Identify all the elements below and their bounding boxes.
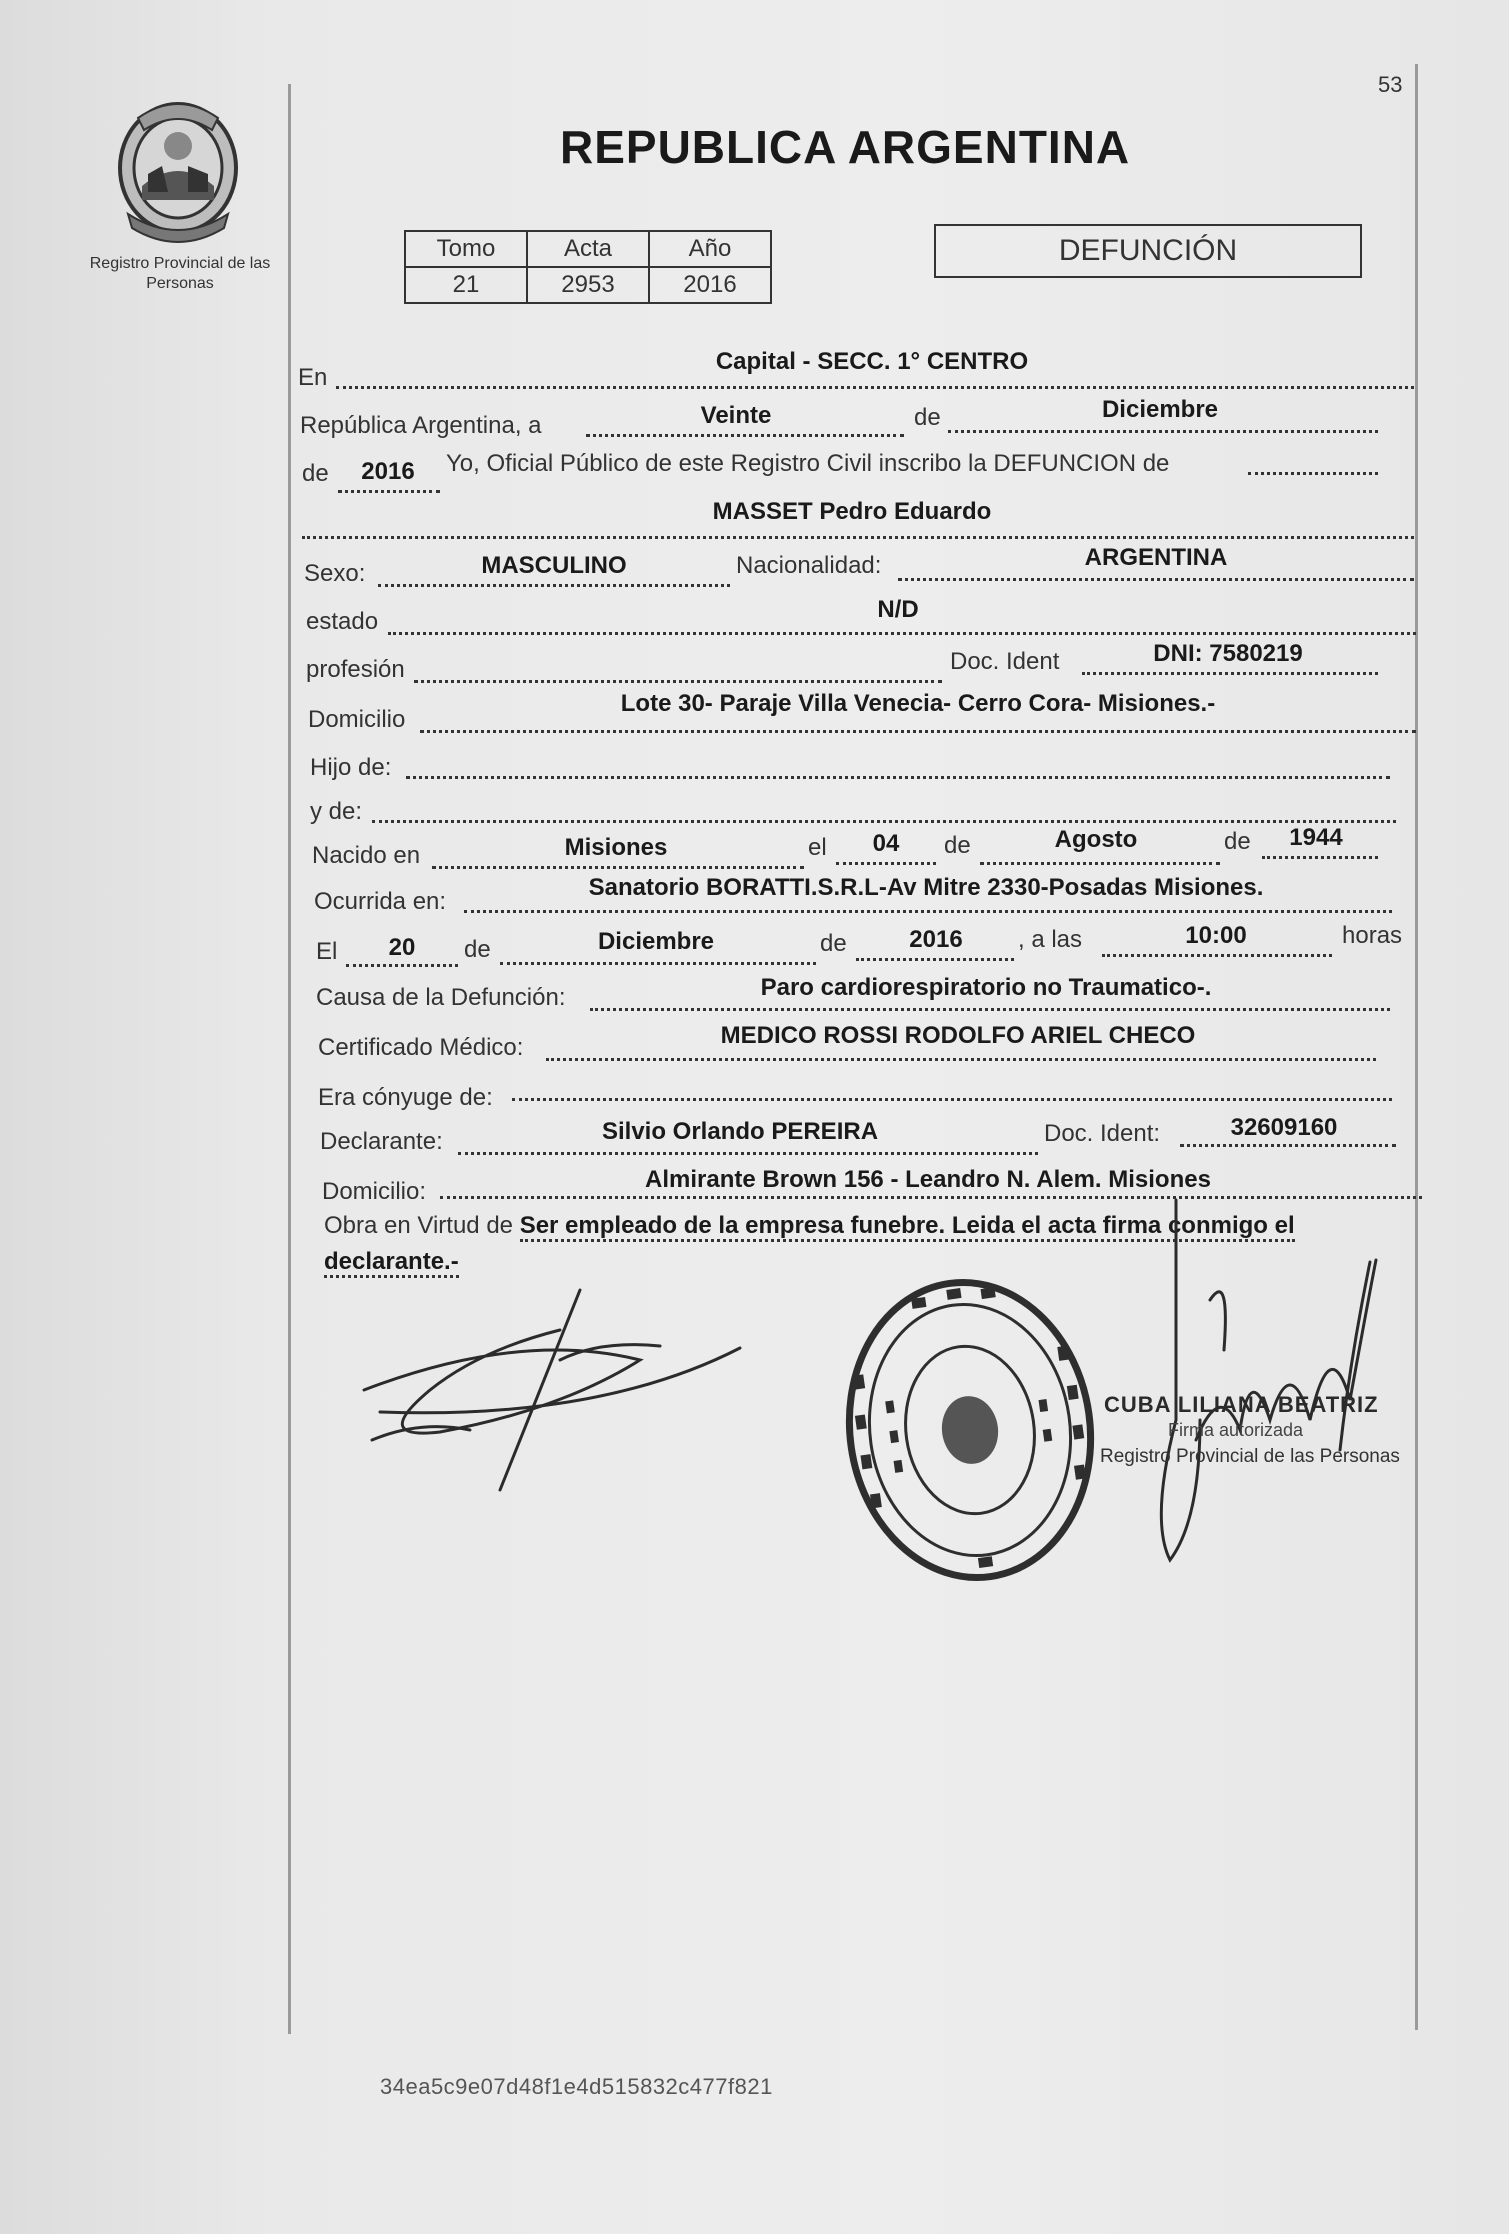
label-causa: Causa de la Defunción: <box>316 984 566 1011</box>
field-nombre: MASSET Pedro Eduardo <box>712 498 992 525</box>
label-domicilio-2: Domicilio: <box>322 1178 427 1205</box>
page-number: 53 <box>1378 72 1403 97</box>
label-republica: República Argentina, a <box>300 412 542 439</box>
label-horas: horas <box>1342 922 1403 949</box>
label-de-1: de <box>914 404 941 431</box>
field-def-dia: 20 <box>388 934 416 961</box>
field-nac-anio: 1944 <box>1289 824 1343 851</box>
label-obra: Obra en Virtud de <box>324 1212 514 1239</box>
acta-header: Acta <box>527 231 649 267</box>
field-nacido-en: Misiones <box>564 834 668 861</box>
label-yo: Yo, Oficial Público de este Registro Civil inscribo la DEFUNCION de <box>446 450 1170 477</box>
label-el-cap: El <box>316 938 338 965</box>
field-domicilio: Lote 30- Paraje Villa Venecia- Cerro Cora- Misiones.- <box>620 690 1216 717</box>
field-hora: 10:00 <box>1185 922 1247 949</box>
label-de-6: de <box>820 930 847 957</box>
field-causa: Paro cardiorespiratorio no Traumatico-. <box>760 974 1212 1001</box>
field-nacionalidad: ARGENTINA <box>1084 544 1228 571</box>
label-y-de: y de: <box>310 798 363 825</box>
field-sexo: MASCULINO <box>481 552 627 579</box>
anio-header: Año <box>649 231 771 267</box>
label-sexo: Sexo: <box>304 560 366 587</box>
label-de-3: de <box>944 832 971 859</box>
label-nacido-en: Nacido en <box>312 842 421 869</box>
field-obra-virtud: Ser empleado de la empresa funebre. Leida el acta firma conmigo el declarante.- <box>324 1212 1295 1278</box>
field-doc-ident: DNI: 7580219 <box>1153 640 1303 667</box>
field-def-mes: Diciembre <box>597 928 715 955</box>
label-doc-ident: Doc. Ident <box>950 648 1060 675</box>
field-dia-letras: Veinte <box>700 402 772 429</box>
label-domicilio: Domicilio <box>308 706 406 733</box>
document-hash: 34ea5c9e07d48f1e4d515832c477f821 <box>380 2074 773 2099</box>
label-de-2: de <box>302 460 329 487</box>
label-certificado: Certificado Médico: <box>318 1034 524 1061</box>
field-ocurrida-en: Sanatorio BORATTI.S.R.L-Av Mitre 2330-Posadas Misiones. <box>588 874 1264 901</box>
officer-role: Firma autorizada <box>1168 1420 1304 1440</box>
label-doc-ident-2: Doc. Ident: <box>1044 1120 1161 1147</box>
label-de-4: de <box>1224 828 1251 855</box>
tomo-header: Tomo <box>405 231 527 267</box>
field-certificado: MEDICO ROSSI RODOLFO ARIEL CHECO <box>720 1022 1196 1049</box>
tomo-value: 21 <box>405 267 527 303</box>
label-declarante: Declarante: <box>320 1128 443 1155</box>
officer-name: CUBA LILIANA BEATRIZ <box>1104 1392 1379 1417</box>
field-nac-dia: 04 <box>872 830 900 857</box>
field-mes: Diciembre <box>1101 396 1219 423</box>
field-lugar: Capital - SECC. 1° CENTRO <box>715 348 1029 375</box>
field-declarante: Silvio Orlando PEREIRA <box>601 1118 879 1145</box>
field-anio: 2016 <box>361 458 415 485</box>
field-declarante-domicilio: Almirante Brown 156 - Leandro N. Alem. Misiones <box>645 1166 1211 1193</box>
label-estado: estado <box>306 608 379 635</box>
label-nacionalidad: Nacionalidad: <box>736 552 882 579</box>
document-title: REPUBLICA ARGENTINA <box>560 121 1131 173</box>
officer-org: Registro Provincial de las Personas <box>1100 1446 1400 1467</box>
field-declarante-doc: 32609160 <box>1230 1114 1338 1141</box>
field-nac-mes: Agosto <box>1054 826 1138 853</box>
label-profesion: profesión <box>306 656 405 683</box>
label-hijo-de: Hijo de: <box>310 754 392 781</box>
field-estado: N/D <box>877 596 919 623</box>
acta-value: 2953 <box>527 267 649 303</box>
anio-value: 2016 <box>649 267 771 303</box>
field-def-anio: 2016 <box>909 926 963 953</box>
record-type-box: DEFUNCIÓN <box>934 224 1362 278</box>
registry-label: Registro Provincial de las Personas <box>89 255 271 292</box>
label-de-5: de <box>464 936 491 963</box>
label-ocurrida-en: Ocurrida en: <box>314 888 447 915</box>
label-en: En <box>298 364 328 391</box>
label-a-las: , a las <box>1018 926 1083 953</box>
label-el: el <box>808 834 827 861</box>
label-conyuge: Era cónyuge de: <box>318 1084 493 1111</box>
